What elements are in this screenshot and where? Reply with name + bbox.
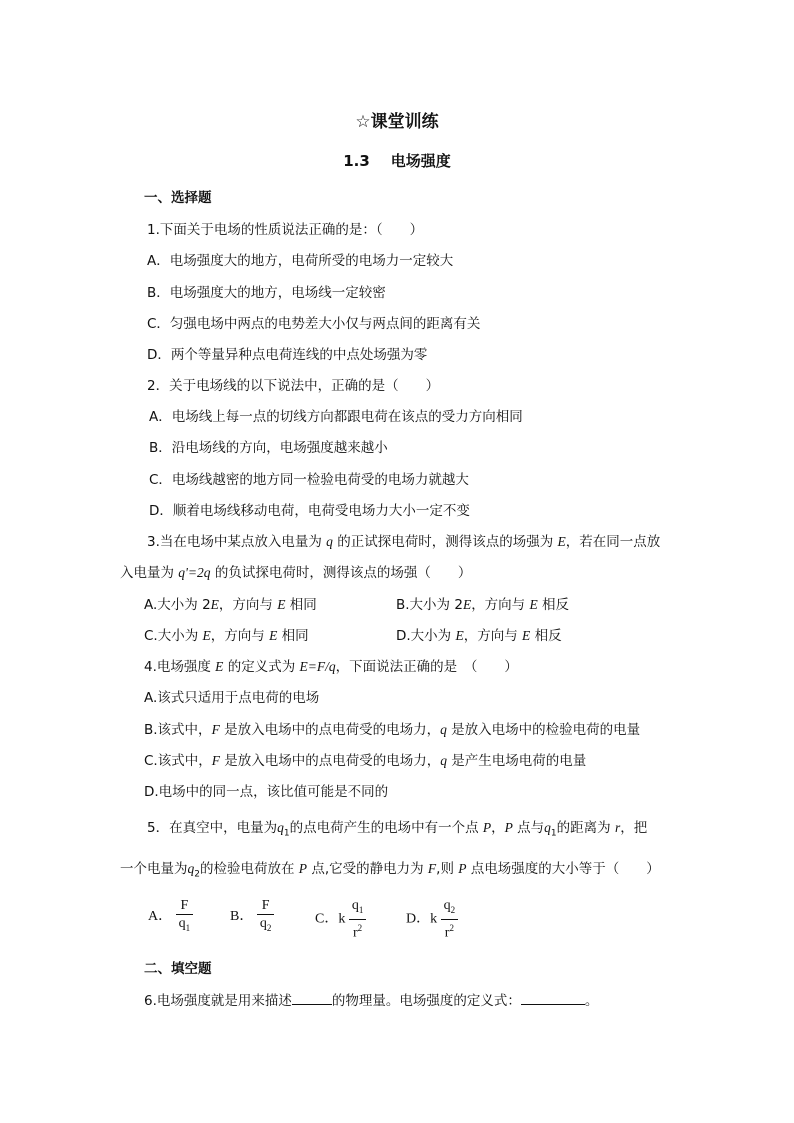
q5-stem-line1: 5．在真空中，电量为$q_1$的点电荷产生的电场中有一个点 P，P 点与$q_1$的距离为 r，把 — [147, 820, 648, 839]
q4-option-a: A.该式只适用于点电荷的电场 — [144, 690, 320, 706]
q5-option-d: D．k $\frac{q_2}{r^2}$ — [406, 897, 458, 941]
q4-option-c: C.该式中，F 是放入电场中的点电荷受的电场力，q 是产生电场电荷的电量 — [144, 753, 587, 769]
fraction-q2-over-r2: $\frac{q_2}{r^2}$ — [441, 897, 459, 941]
q3-option-a: A.大小为 2E，方向与 E 相同 — [144, 597, 317, 613]
q5-stem-line2: 一个电量为$q_2$的检验电荷放在 P 点,它受的静电力为 F,则 P 点电场强度的大小等于（ ） — [120, 861, 660, 880]
q2-option-a: A．电场线上每一点的切线方向都跟电荷在该点的受力方向相同 — [149, 409, 523, 425]
subtitle-number: 1.3 — [343, 152, 370, 170]
q3-option-b: B.大小为 2E，方向与 E 相反 — [396, 597, 570, 613]
q3-option-d: D.大小为 E，方向与 E 相反 — [396, 628, 562, 644]
section-subtitle — [0, 150, 794, 171]
q2-option-b: B．沿电场线的方向，电场强度越来越小 — [149, 440, 388, 456]
q1-option-a: A．电场强度大的地方，电荷所受的电场力一定较大 — [147, 253, 454, 269]
fraction-f-over-q1: $\frac{F}{q_1}$ — [176, 897, 194, 937]
q4-option-b: B.该式中，F 是放入电场中的点电荷受的电场力，q 是放入电场中的检验电荷的电量 — [144, 722, 641, 738]
q1-option-d: D．两个等量异种点电荷连线的中点处场强为零 — [147, 347, 428, 363]
fraction-f-over-q2: $\frac{F}{q_2}$ — [257, 897, 275, 937]
q3-option-c: C.大小为 E，方向与 E 相同 — [144, 628, 309, 644]
q1-option-c: C．匀强电场中两点的电势差大小仅与两点间的距离有关 — [147, 316, 481, 332]
q5-option-a: A． $\frac{F}{q_1}$ — [148, 897, 193, 937]
section-heading-fill: 二、填空题 — [144, 961, 212, 977]
q5-option-b: B． $\frac{F}{q_2}$ — [230, 897, 274, 937]
q2-option-c: C．电场线越密的地方同一检验电荷受的电场力就越大 — [149, 472, 469, 488]
q2-option-d: D．顺着电场线移动电荷，电荷受电场力大小一定不变 — [149, 503, 470, 519]
page-title: ☆课堂训练 — [355, 112, 439, 132]
q2-stem: 2．关于电场线的以下说法中，正确的是（ ） — [147, 378, 440, 394]
q3-stem-line1: 3.当在电场中某点放入电量为 q 的正试探电荷时，测得该点的场强为 E，若在同一点放 — [147, 534, 661, 550]
fraction-q1-over-r2: $\frac{q_1}{r^2}$ — [349, 897, 367, 941]
answer-blank-2[interactable] — [521, 992, 585, 1005]
q4-stem: 4.电场强度 E 的定义式为 E=F/q，下面说法正确的是 （ ） — [144, 659, 518, 675]
q5-option-c: C．k $\frac{q_1}{r^2}$ — [315, 897, 366, 941]
q1-stem: 1.下面关于电场的性质说法正确的是：（ ） — [147, 222, 424, 238]
q1-option-b: B．电场强度大的地方，电场线一定较密 — [147, 285, 386, 301]
section-heading-choice: 一、选择题 — [144, 190, 212, 206]
q6-text: 6.电场强度就是用来描述 的物理量。电场强度的定义式： 。 — [144, 993, 599, 1009]
q4-option-d: D.电场中的同一点，该比值可能是不同的 — [144, 784, 389, 800]
answer-blank-1[interactable] — [292, 992, 332, 1005]
q3-stem-line2: 入电量为 q'=2q 的负试探电荷时，测得该点的场强（ ） — [120, 565, 472, 581]
subtitle-text: 电场强度 — [390, 152, 451, 170]
